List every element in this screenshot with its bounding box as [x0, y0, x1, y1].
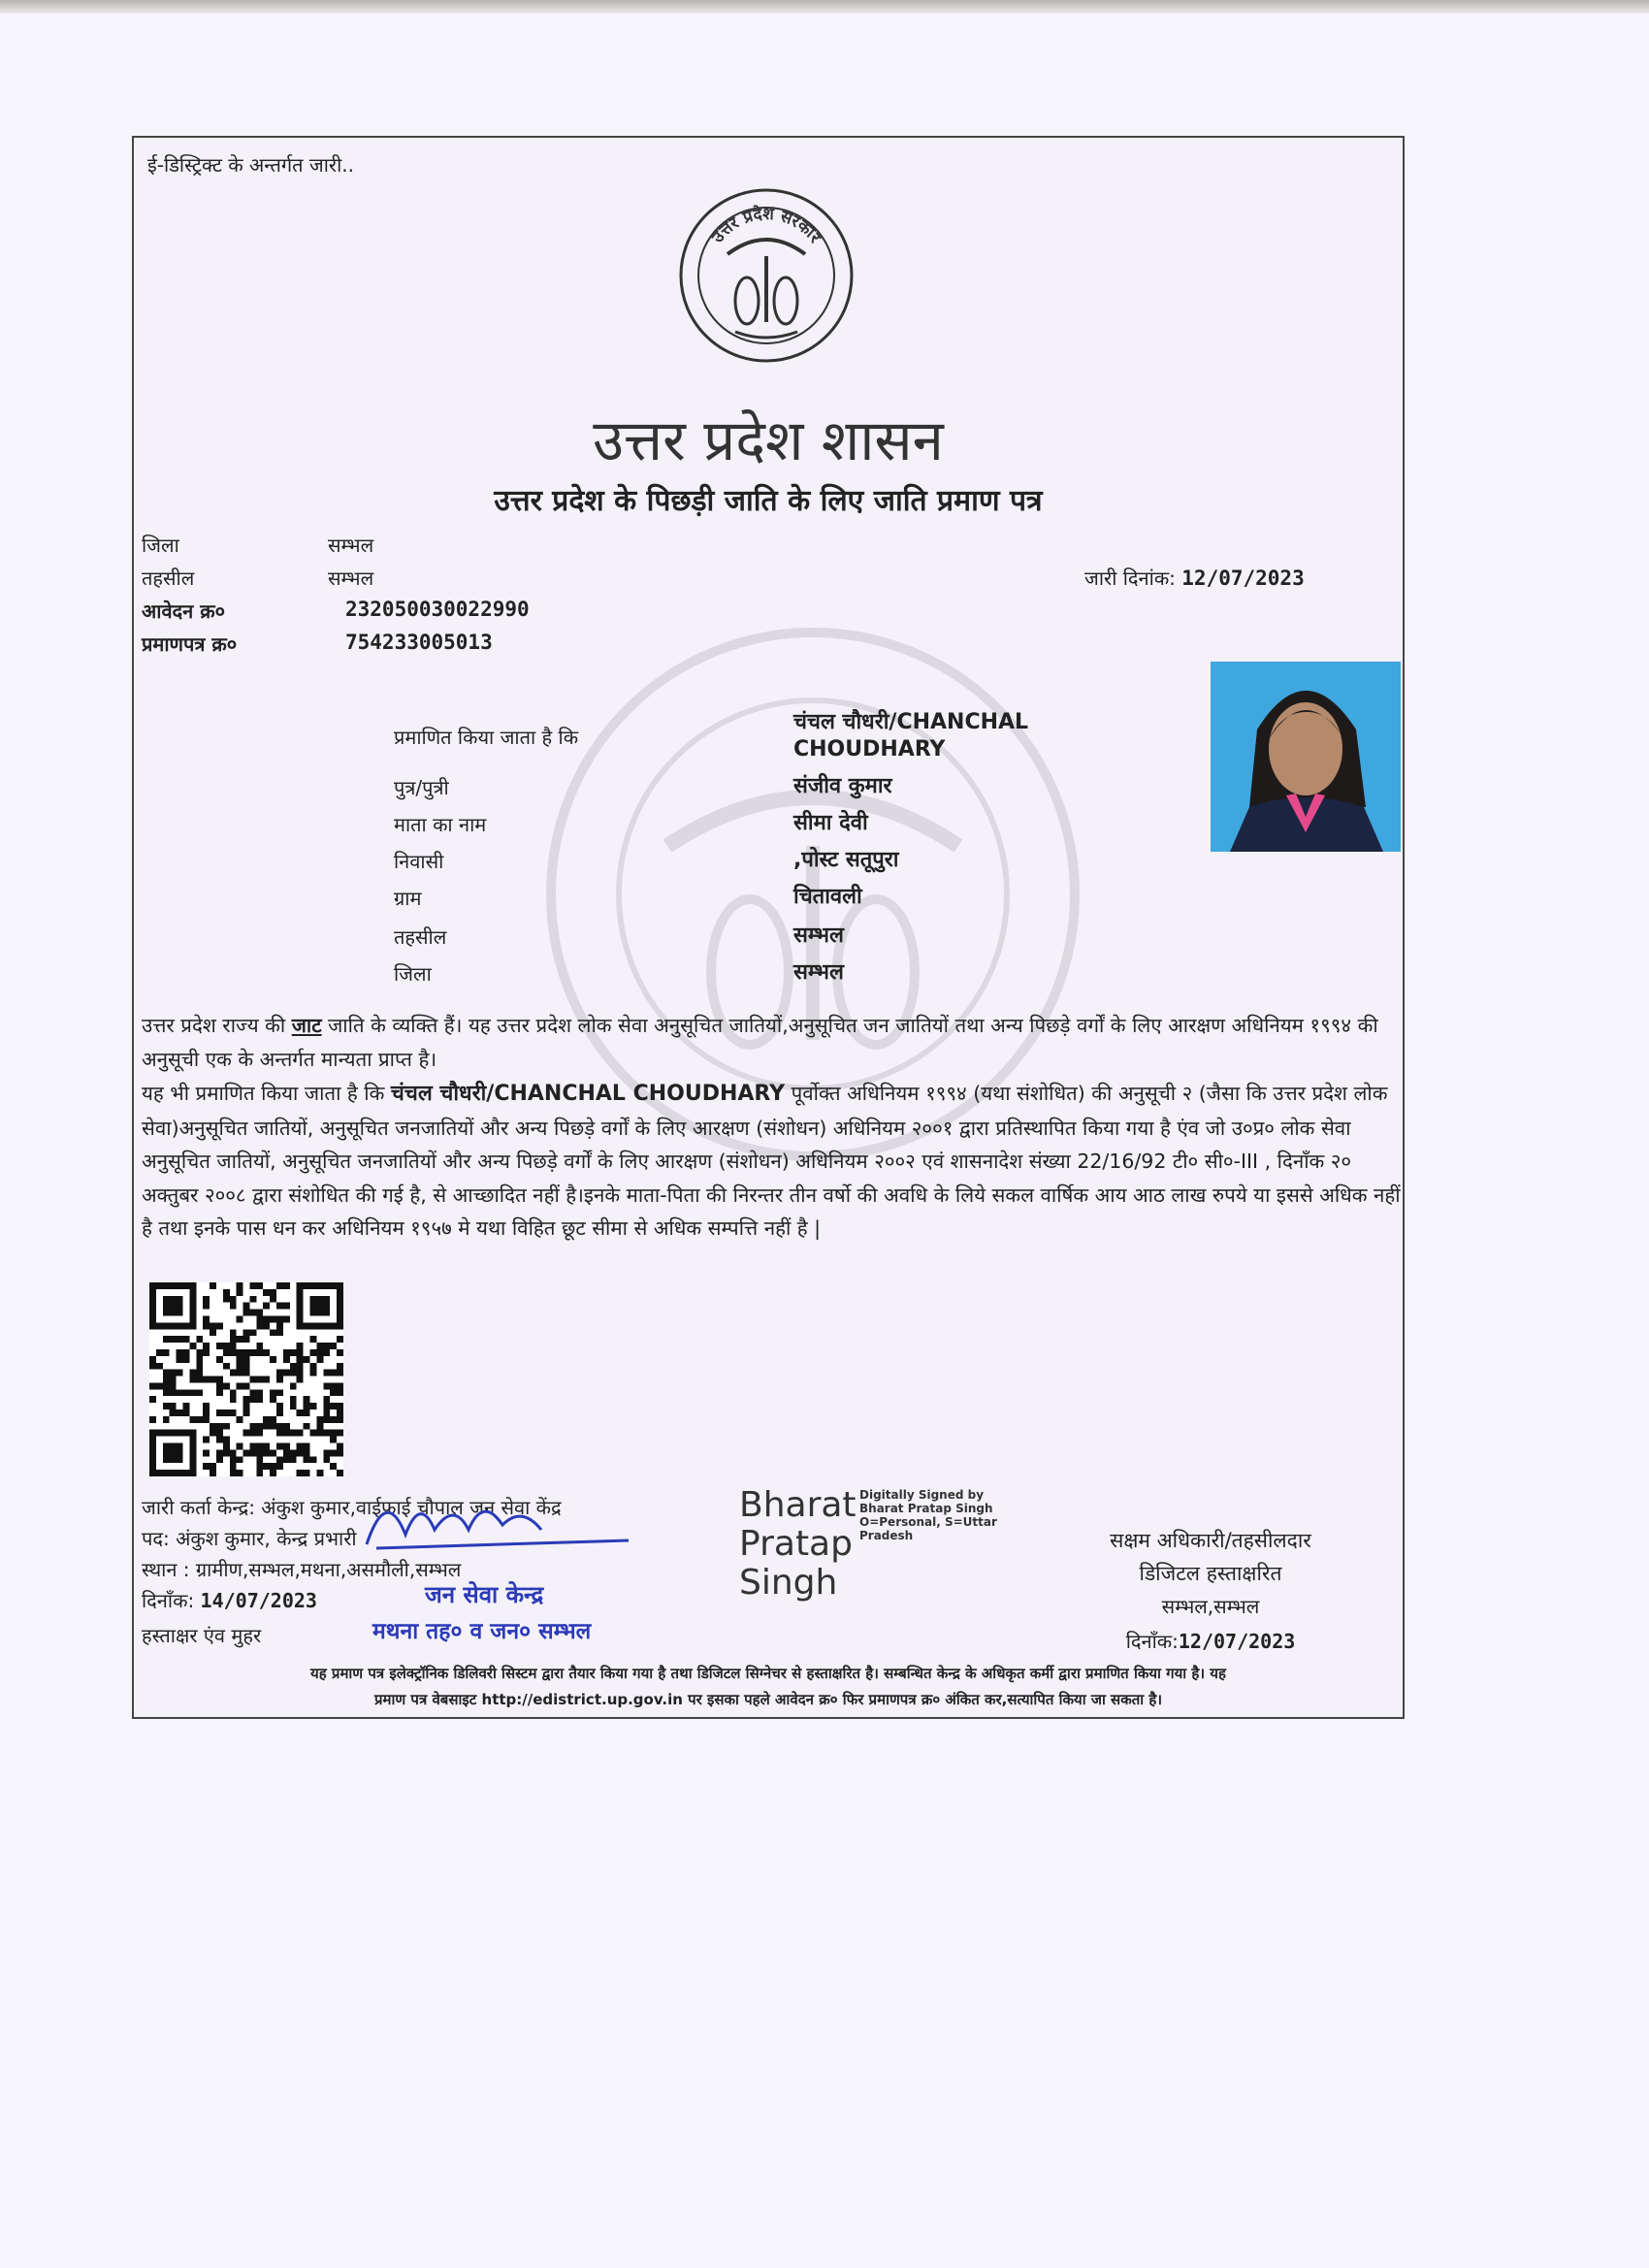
certificate-number: 754233005013 — [345, 631, 493, 654]
issuer-sign-label: हस्ताक्षर एंव मुहर — [142, 1624, 262, 1647]
tehsil-label: तहसील — [142, 567, 195, 590]
issue-date — [1084, 565, 1305, 591]
authority-date — [1065, 1628, 1356, 1654]
authority-digital: डिजिटल हस्ताक्षरित — [1139, 1562, 1282, 1585]
authority-title: सक्षम अधिकारी/तहसीलदार — [1110, 1529, 1311, 1552]
stamp-line1: जन सेवा केन्द्र — [425, 1581, 544, 1608]
scan-top-edge — [0, 0, 1649, 14]
stamp-line2: मथना तह० व जन० सम्भल — [372, 1619, 592, 1644]
verification-qr-code[interactable] — [149, 1282, 343, 1476]
person-tehsil-value: सम्भल — [793, 923, 844, 948]
footer-line1: यह प्रमाण पत्र इलेक्ट्रॉनिक डिलिवरी सिस्टम द्वारा तैयार किया गया है तथा डिजिटल सिग्नेचर से हस्ताक्षरित है। सम्बन्धित केन्द्र के अधिकृत कर्मी द्वारा प्रमाणित किया गया है। यह — [310, 1665, 1226, 1682]
caste-paragraph — [142, 1009, 1403, 1076]
digital-sign-info4: Pradesh — [859, 1529, 914, 1542]
issue-date-value: 12/07/2023 — [1181, 567, 1305, 590]
resident-label: निवासी — [394, 850, 444, 873]
person-district-label: जिला — [394, 962, 432, 986]
village-label: ग्राम — [394, 887, 422, 910]
declaration-name: चंचल चौधरी/CHANCHAL CHOUDHARY — [390, 1082, 786, 1106]
parent-label: पुत्र/पुत्री — [394, 776, 449, 799]
emblem-text: उत्तर प्रदेश सरकार — [708, 204, 825, 247]
issuer-date-label: दिनाँक: — [142, 1589, 195, 1612]
digital-sign-info2: Bharat Pratap Singh — [859, 1502, 993, 1515]
authority-date-value: 12/07/2023 — [1178, 1630, 1296, 1653]
mother-label: माता का नाम — [394, 813, 487, 836]
issuer-date-value: 14/07/2023 — [200, 1589, 317, 1612]
header-note: ई-डिस्ट्रिक्ट के अन्तर्गत जारी.. — [147, 153, 354, 177]
application-label: आवेदन क्र० — [142, 599, 226, 623]
declaration-paragraph — [142, 1077, 1403, 1246]
digital-sign-name — [739, 1486, 857, 1603]
person-name-line2: CHOUDHARY — [793, 737, 946, 761]
person-name-line1: चंचल चौधरी/CHANCHAL — [793, 710, 1029, 734]
applicant-photo — [1211, 662, 1401, 852]
digital-sign-name-line2: Pratap — [739, 1524, 853, 1564]
footer-line2: प्रमाण पत्र वेबसाइट http://edistrict.up.gov.in पर इसका पहले आवेदन क्र० फिर प्रमाणपत्र क्र० अंकित कर,सत्यापित किया जा सकता है। — [373, 1691, 1163, 1708]
application-number: 232050030022990 — [345, 598, 530, 621]
village-value: चितावली — [793, 885, 862, 909]
digital-sign-name-line3: Singh — [739, 1563, 838, 1603]
issuer-place: स्थान : ग्रामीण,सम्भल,मथना,असमौली,सम्भल — [142, 1558, 462, 1581]
digital-sign-info — [859, 1488, 997, 1542]
page-title: उत्तर प्रदेश शासन — [593, 407, 944, 473]
issuer-post: पद: अंकुश कुमार, केन्द्र प्रभारी — [142, 1527, 357, 1550]
caste-name: जाट — [291, 1014, 322, 1037]
declaration-text-a: यह भी प्रमाणित किया जाता है कि — [142, 1082, 391, 1105]
handwritten-signature — [347, 1476, 638, 1554]
caste-text-a: उत्तर प्रदेश राज्य की — [142, 1014, 292, 1037]
certificate-subtitle: उत्तर प्रदेश के पिछड़ी जाति के लिए जाति प्रमाण पत्र — [494, 484, 1043, 518]
certify-label: प्रमाणित किया जाता है कि — [394, 726, 579, 749]
declaration-text-b: पूर्वोक्त अधिनियम १९९४ (यथा संशोधित) की अनुसूची २ (जैसा कि उत्तर प्रदेश लोक सेवा)अनुसूचित जातियों, अनुसूचित जनजातियों और अन्य पिछड़े वर्गों के लिए आरक्षण (संशोधन) अधिनियम २००१ द्वारा प्रतिस्थापित किया गया है एंव जो उ०प्र० लोक सेवा अनुसूचित जातियों, अनुसूचित जनजातियों और अन्य पिछड़े वर्गों के लिए आरक्षण (संशोधन) अधिनियम २००२ एवं शासनादेश संख्या 22/16/92 टी० सी०-III , दिनाँक २० अक्तुबर २००८ द्वारा संशोधित की गई है, से आच्छादित नहीं है।इनके माता-पिता की निरन्तर तीन वर्षो की अवधि के लिये सकल वार्षिक आय आठ लाख रुपये या इससे अधिक नहीं है तथा इनके पास धन कर अधिनियम १९५७ मे यथा विहित छूट सीमा से अधिक सम्पत्ति नहीं है | — [142, 1082, 1401, 1240]
mother-value: सीमा देवी — [793, 811, 868, 835]
up-emblem-icon — [677, 186, 856, 365]
person-tehsil-label: तहसील — [394, 925, 447, 949]
digital-sign-name-line1: Bharat — [739, 1485, 857, 1525]
certificate-label: प्रमाणपत्र क्र० — [142, 632, 238, 656]
digital-sign-info1: Digitally Signed by — [859, 1488, 985, 1502]
authority-place: सम्भल,सम्भल — [1161, 1595, 1260, 1618]
district-value: सम्भल — [328, 534, 374, 557]
issuer-centre: जारी कर्ता केन्द्र: अंकुश कुमार,वाईफाई चौपाल जन सेवा केंद्र — [142, 1496, 562, 1519]
resident-value: ,पोस्ट सतूपुरा — [793, 848, 899, 872]
caste-text-b: जाति के व्यक्ति हैं। यह उत्तर प्रदेश लोक सेवा अनुसूचित जातियों,अनुसूचित जन जातियों तथा अन्य पिछड़े वर्गों के लिए आरक्षण अधिनियम १९९४ की अनुसूची एक के अन्तर्गत मान्यता प्राप्त है। — [142, 1014, 1378, 1071]
person-district-value: सम्भल — [793, 960, 844, 985]
district-label: जिला — [142, 534, 179, 557]
parent-value: संजीव कुमार — [793, 774, 892, 798]
authority-date-label: दिनाँक: — [1125, 1630, 1179, 1653]
issuer-date — [142, 1587, 317, 1613]
certificate — [132, 136, 1405, 1719]
applicant-photo-image — [1211, 662, 1401, 852]
issue-date-label: जारी दिनांक: — [1084, 567, 1176, 590]
tehsil-value: सम्भल — [328, 567, 374, 590]
digital-sign-info3: O=Personal, S=Uttar — [859, 1515, 997, 1529]
